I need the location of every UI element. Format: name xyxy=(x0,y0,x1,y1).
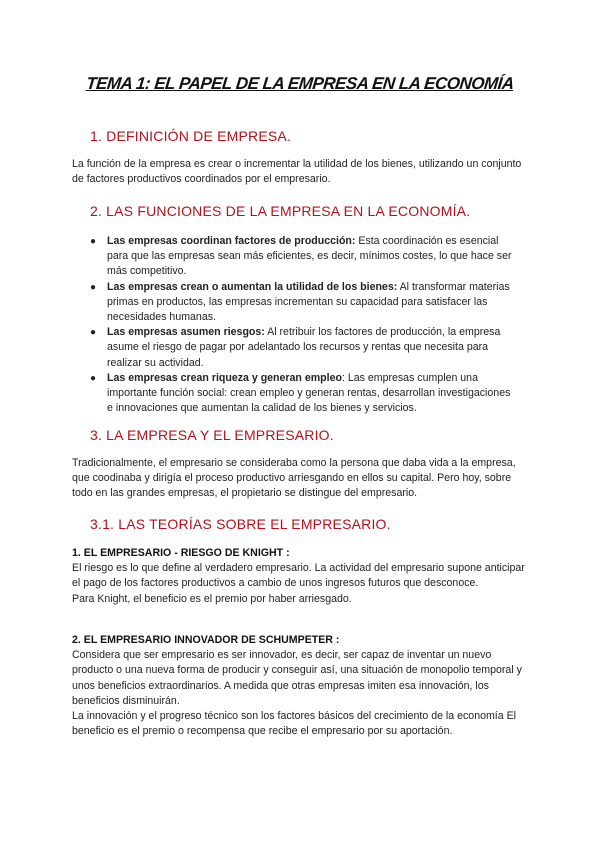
empresa-empresario-paragraph: Tradicionalmente, el empresario se consideraba como la persona que daba vida a la empresa, que coodinaba y dirigía el proceso productivo arriesgando en ellos su capital. Pero hoy, sobre todo en las grandes empresas, el propietario se distingue del empresario. xyxy=(72,457,516,500)
list-item xyxy=(90,234,518,280)
list-item xyxy=(90,325,518,371)
page-title: TEMA 1: EL PAPEL DE LA EMPRESA EN LA ECONOMÍA xyxy=(85,74,515,93)
definicion-paragraph: La función de la empresa es crear o incrementar la utilidad de los bienes, utilizando un conjunto de factores productivos coordinados por el empresario. xyxy=(72,158,522,186)
list-item xyxy=(90,371,518,417)
schumpeter-paragraph: Considera que ser empresario es ser innovador, es decir, ser capaz de inventar un nuevo producto o una nueva forma de producir y conseguir así, una situación de monopolio temporal y unos beneficios extraordinarios. A medida que otras empresas imiten esa innovación, los beneficios disminuirán. xyxy=(72,649,522,707)
list-item xyxy=(90,280,518,326)
bullet-bold-text: Las empresas crean o aumentan la utilidad de los bienes: xyxy=(107,280,398,293)
bullet-icon: ● xyxy=(90,372,97,384)
schumpeter-block xyxy=(72,633,532,739)
schumpeter-paragraph-2: La innovación y el progreso técnico son los factores básicos del crecimiento de la economía El beneficio es el premio o recompensa que recibe el empresario por su aportación. xyxy=(72,710,517,738)
bullet-bold-text: Las empresas coordinan factores de producción: xyxy=(107,235,356,247)
bullet-text: Al retribuir los factores de producción, la empresa asume el riesgo de pagar por adelantado los recursos y rentas que necesita para realizar su actividad. xyxy=(107,326,501,369)
bullet-bold-text: Las empresas asumen riesgos: xyxy=(107,326,265,339)
bullet-text: : Las empresas cumplen una importante función social: crean empleo y generan rentas, desarrollan investigaciones e innovaciones que aumentan la calidad de los bienes y servicios. xyxy=(107,371,511,415)
bullet-text: Al transformar materias primas en productos, las empresas incrementan su capacidad para satisfacer las necesidades humanas. xyxy=(107,280,510,324)
bullet-icon: ● xyxy=(90,281,97,293)
bullet-icon: ● xyxy=(90,236,97,247)
bullet-icon: ● xyxy=(90,327,97,339)
knight-paragraph-2: Para Knight, el beneficio es el premio por haber arriesgado. xyxy=(72,592,352,605)
section-heading-definicion: 1. DEFINICIÓN DE EMPRESA. xyxy=(90,128,292,144)
section-heading-teorias: 3.1. LAS TEORÍAS SOBRE EL EMPRESARIO. xyxy=(90,516,391,532)
section-heading-funciones: 2. LAS FUNCIONES DE LA EMPRESA EN LA ECONOMÍA. xyxy=(90,203,471,219)
bullet-text: Esta coordinación es esencial para que las empresas sean más eficientes, es decir, mínimos costes, lo que hace ser más competitivo. xyxy=(107,235,512,278)
knight-subheading: 1. EL EMPRESARIO - RIESGO DE KNIGHT : xyxy=(72,547,290,559)
bullet-bold-text: Las empresas crean riqueza y generan empleo xyxy=(107,371,342,384)
section-heading-empresa-empresario: 3. LA EMPRESA Y EL EMPRESARIO. xyxy=(90,427,334,443)
knight-block xyxy=(72,546,532,607)
schumpeter-subheading: 2. EL EMPRESARIO INNOVADOR DE SCHUMPETER : xyxy=(72,634,340,646)
knight-paragraph: El riesgo es lo que define al verdadero empresario. La actividad del empresario supone anticipar el pago de los factores productivos a cambio de unos ingresos futuros que desconoce. xyxy=(72,562,525,590)
funciones-list xyxy=(90,234,518,416)
